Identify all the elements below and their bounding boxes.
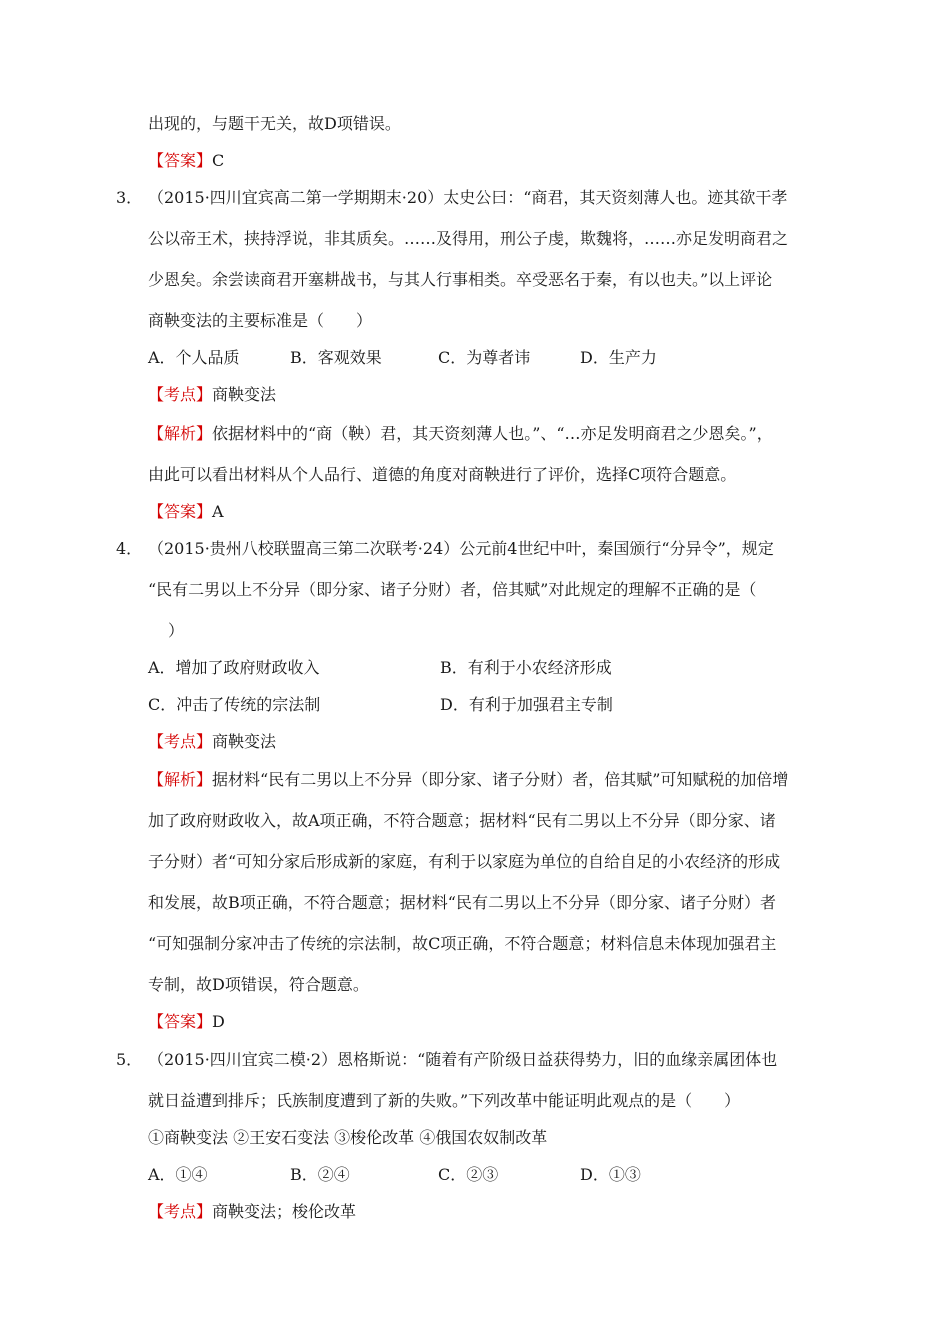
q3-stem-line: 商鞅变法的主要标准是（ ） <box>148 311 373 330</box>
q4-answer <box>148 1012 225 1032</box>
q4-option-d: D．有利于加强君主专制 <box>440 695 613 714</box>
kaodian-value: 商鞅变法；梭伦改革 <box>212 1202 357 1221</box>
kaodian-tag: 【考点】 <box>148 732 213 751</box>
jiexi-text: 据材料“民有二男以上不分异（即分家、诸子分财）者，倍其赋”可知赋税的加倍增 <box>212 770 789 789</box>
q5-option-b: B．②④ <box>290 1165 350 1184</box>
q3-stem-line: 公以帝王术，挟持浮说，非其质矣。……及得用，刑公子虔，欺魏将，……亦足发明商君之 <box>148 229 789 248</box>
q4-option-c: C．冲击了传统的宗法制 <box>148 695 321 714</box>
q3-option-b: B．客观效果 <box>290 348 382 367</box>
q4-kaodian <box>148 732 276 752</box>
kaodian-tag: 【考点】 <box>148 1202 213 1221</box>
answer-value: A <box>212 502 224 521</box>
prev-explanation-tail: 出现的，与题干无关，故D项错误。 <box>148 114 401 133</box>
jiexi-tag: 【解析】 <box>148 424 213 443</box>
jiexi-tag: 【解析】 <box>148 770 213 789</box>
q4-option-a: A．增加了政府财政收入 <box>148 658 320 677</box>
q4-stem-line: ） <box>168 621 185 640</box>
answer-tag: 【答案】 <box>148 151 213 170</box>
q5-option-d: D．①③ <box>580 1165 641 1184</box>
q4-jiexi-line: 专制，故D项错误，符合题意。 <box>148 975 369 994</box>
q3-number: 3． <box>116 188 143 207</box>
q5-number: 5． <box>116 1050 143 1069</box>
q3-option-a: A．个人品质 <box>148 348 240 367</box>
kaodian-value: 商鞅变法 <box>212 732 277 751</box>
q4-jiexi <box>148 770 788 790</box>
q5-stem-line: 就日益遭到排斥；氏族制度遭到了新的失败。”下列改革中能证明此观点的是（ ） <box>148 1091 741 1110</box>
q4-number: 4． <box>116 539 143 558</box>
q4-option-b: B．有利于小农经济形成 <box>440 658 612 677</box>
q5-kaodian <box>148 1202 356 1222</box>
q3-option-c: C．为尊者讳 <box>438 348 531 367</box>
answer-value: C <box>212 151 225 170</box>
answer-tag: 【答案】 <box>148 1012 213 1031</box>
q5-option-c: C．②③ <box>438 1165 499 1184</box>
kaodian-tag: 【考点】 <box>148 385 213 404</box>
q3-stem-line: 少恩矣。余尝读商君开塞耕战书，与其人行事相类。卒受恶名于秦，有以也夫。”以上评论 <box>148 270 773 289</box>
jiexi-text: 依据材料中的“商（鞅）君，其天资刻薄人也。”、“…亦足发明商君之少恩矣。”， <box>212 424 773 443</box>
q4-stem-line: “民有二男以上不分异（即分家、诸子分财）者，倍其赋”对此规定的理解不正确的是（ <box>148 580 757 599</box>
kaodian-value: 商鞅变法 <box>212 385 277 404</box>
q4-jiexi-line: 和发展，故B项正确，不符合题意；据材料“民有二男以上不分异（即分家、诸子分财）者 <box>148 893 776 912</box>
q3-stem-line: （2015·四川宜宾高二第一学期期末·20）太史公曰：“商君，其天资刻薄人也。迹其欲干孝 <box>148 188 788 207</box>
q3-kaodian <box>148 385 276 405</box>
q4-jiexi-line: 子分财）者“可知分家后形成新的家庭，有利于以家庭为单位的自给自足的小农经济的形成 <box>148 852 781 871</box>
prev-answer <box>148 151 224 171</box>
q4-jiexi-line: 加了政府财政收入，故A项正确，不符合题意；据材料“民有二男以上不分异（即分家、诸 <box>148 811 776 830</box>
q5-option-a: A．①④ <box>148 1165 208 1184</box>
q3-jiexi <box>148 424 773 444</box>
answer-value: D <box>212 1012 225 1031</box>
q4-stem-line: （2015·贵州八校联盟高三第二次联考·24）公元前4世纪中叶，秦国颁行“分异令”，规定 <box>148 539 774 558</box>
answer-tag: 【答案】 <box>148 502 213 521</box>
q5-stem-line: （2015·四川宜宾二模·2）恩格斯说：“随着有产阶级日益获得势力，旧的血缘亲属团体也 <box>148 1050 778 1069</box>
q5-stem-line: ①商鞅变法 ②王安石变法 ③梭伦改革 ④俄国农奴制改革 <box>148 1128 548 1147</box>
q3-answer <box>148 502 224 522</box>
q4-jiexi-line: “可知强制分家冲击了传统的宗法制，故C项正确，不符合题意；材料信息未体现加强君主 <box>148 934 777 953</box>
q3-option-d: D．生产力 <box>580 348 657 367</box>
q3-jiexi-line: 由此可以看出材料从个人品行、道德的角度对商鞅进行了评价，选择C项符合题意。 <box>148 465 737 484</box>
